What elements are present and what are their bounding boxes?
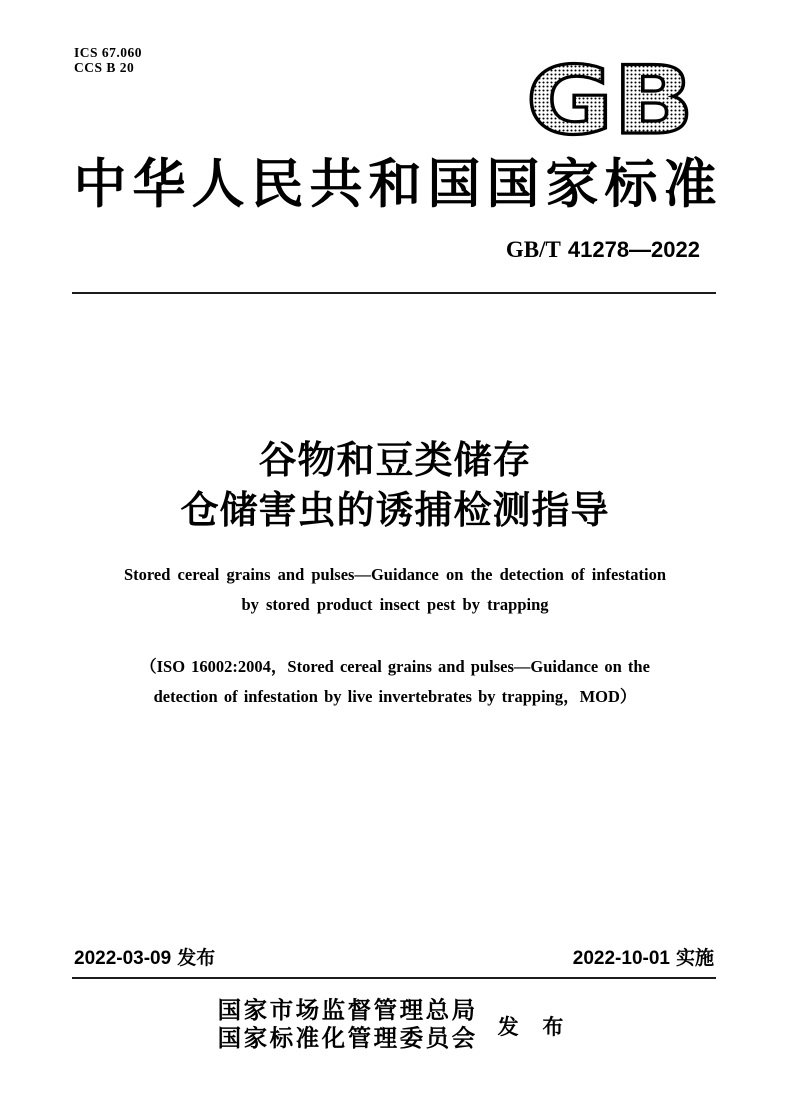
- iso-adoption-note: [0, 652, 790, 712]
- header-rule: [72, 292, 716, 294]
- implementation-date-value: 2022-10-01: [572, 948, 670, 969]
- chinese-title: [0, 436, 790, 536]
- classification-codes: [74, 45, 142, 75]
- implementation-date-label: 实施: [675, 948, 714, 969]
- implementation-date: [573, 947, 714, 971]
- english-title-line1: Stored cereal grains and pulses—Guidance on the detection of infestation: [123, 565, 667, 584]
- iso-adoption-note-line2: detection of infestation by live invertebrates by trapping，MOD）: [153, 687, 637, 706]
- issue-date-label: 发布: [177, 948, 216, 969]
- issue-date: [74, 947, 215, 971]
- publisher-name-2: 国家标准化管理委员会: [217, 1026, 478, 1052]
- ics-code: ICS 67.060: [74, 45, 143, 60]
- gb-logo: [522, 57, 698, 141]
- iso-adoption-note-line1: （ISO 16002:2004，Stored cereal grains and pulses—Guidance on the: [140, 657, 650, 676]
- english-title-line2: by stored product insect pest by trapping: [241, 595, 549, 614]
- chinese-title-line1: 谷物和豆类储存: [258, 440, 532, 482]
- ccs-code: CCS B 20: [74, 60, 135, 75]
- publisher-block: [0, 997, 790, 1053]
- date-row: [74, 947, 714, 971]
- gb-logo-text: GB: [526, 57, 694, 141]
- issue-date-value: 2022-03-09: [74, 948, 172, 969]
- standard-number-prefix: GB/T: [505, 237, 561, 262]
- english-title: [0, 560, 790, 620]
- publisher-names: [218, 997, 478, 1053]
- standard-number-digits: 41278—2022: [567, 237, 700, 262]
- publisher-name-1: 国家市场监督管理总局: [217, 998, 478, 1024]
- publish-label: 发 布: [497, 1016, 573, 1039]
- standard-number: [506, 237, 700, 263]
- national-standard-heading: 中华人民共和国国家标准: [73, 156, 723, 214]
- chinese-title-line2: 仓储害虫的诱捕检测指导: [180, 490, 610, 532]
- footer-rule: [72, 977, 716, 979]
